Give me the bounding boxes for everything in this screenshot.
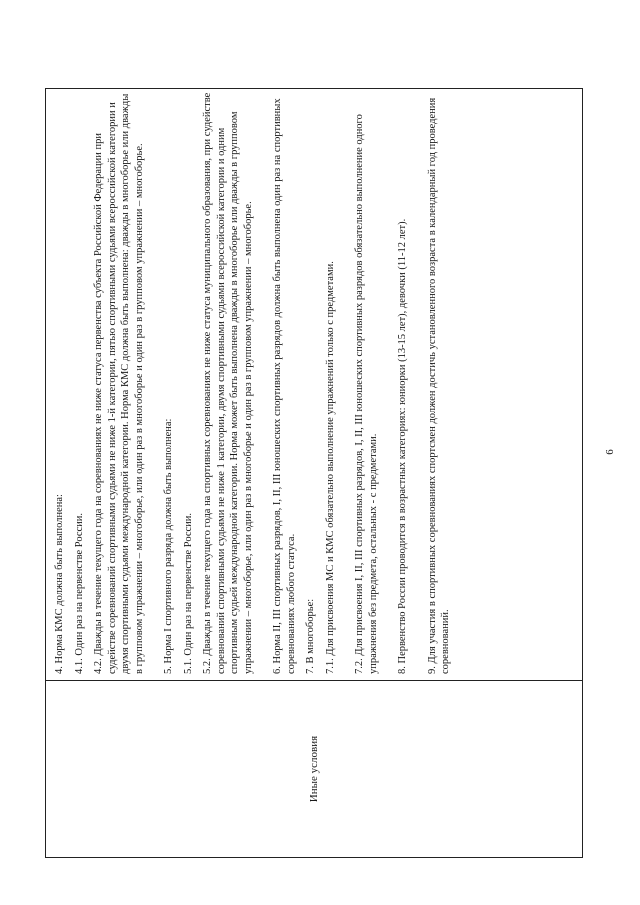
paragraph-5-1: 5.1. Один раз на первенстве России.: [182, 512, 194, 674]
content-cell: [53, 92, 578, 674]
paragraph-4-2: 4.2. Дважды в течение текущего года на соревнованиях не ниже статуса первенства субъекта Российской Федерации при судействе соревнований спортивными судьями не ниже 1-й категории, пятью спортивными судьями всероссийской категории и двумя спортивными судьями международной категории. Норма КМС должна быть выполнена: дважды в многоборье или дважды в групповом упражнении – многоборье, или один раз в многоборье и один раз в групповом упражнении – многоборье.: [93, 93, 145, 674]
paragraph-4-1: 4.1. Один раз на первенстве России.: [73, 512, 85, 674]
paragraph-7: 7. В многоборье:: [305, 598, 316, 674]
paragraph-4: 4. Норма КМС должна быть выполнена:: [54, 494, 65, 674]
page-number: 6: [604, 449, 616, 455]
paragraph-7-1: 7.1. Для присвоения МС и КМС обязательно выполнение упражнений только с предметами.: [324, 261, 336, 674]
paragraph-5-2: 5.2. Дважды в течение текущего года на спортивных соревнованиях не ниже статуса муниципального образования, при судействе соревнований спортивными судьями не ниже 1 категории, двумя спортивными судьями всероссийской категории и одним спортивным судьей международной категории. Норма может быть выполнена дважды в многоборье или дважды в групповом упражнении – многоборье, или один раз в многоборье и один раз в групповом упражнении – многоборье.: [202, 92, 254, 674]
paragraph-5: 5. Норма I спортивного разряда должна быть выполнена:: [163, 418, 174, 674]
rotated-table: [45, 88, 583, 858]
label-text: Иные условия: [308, 735, 320, 803]
paragraph-6: 6. Норма II, III спортивных разрядов, I, II, III юношеских спортивных разрядов должна быть выполнена один раз на спортивных соревнованиях любого статуса.: [272, 98, 297, 674]
paragraph-8: 8. Первенство России проводится в возрастных категориях: юниорки (13-15 лет), девочки (11-12 лет).: [397, 218, 408, 674]
label-cell: [45, 680, 583, 858]
paragraph-9: 9. Для участия в спортивных соревнованиях спортсмен должен достичь установленного возраста в календарный год проведения соревнований.: [426, 97, 451, 674]
paragraph-7-2: 7.2. Для присвоения I, II, III спортивных разрядов, I, II, III юношеских спортивных разрядов обязательно выполнение одного упражнения без предмета, остальных - с предметами.: [354, 114, 379, 674]
